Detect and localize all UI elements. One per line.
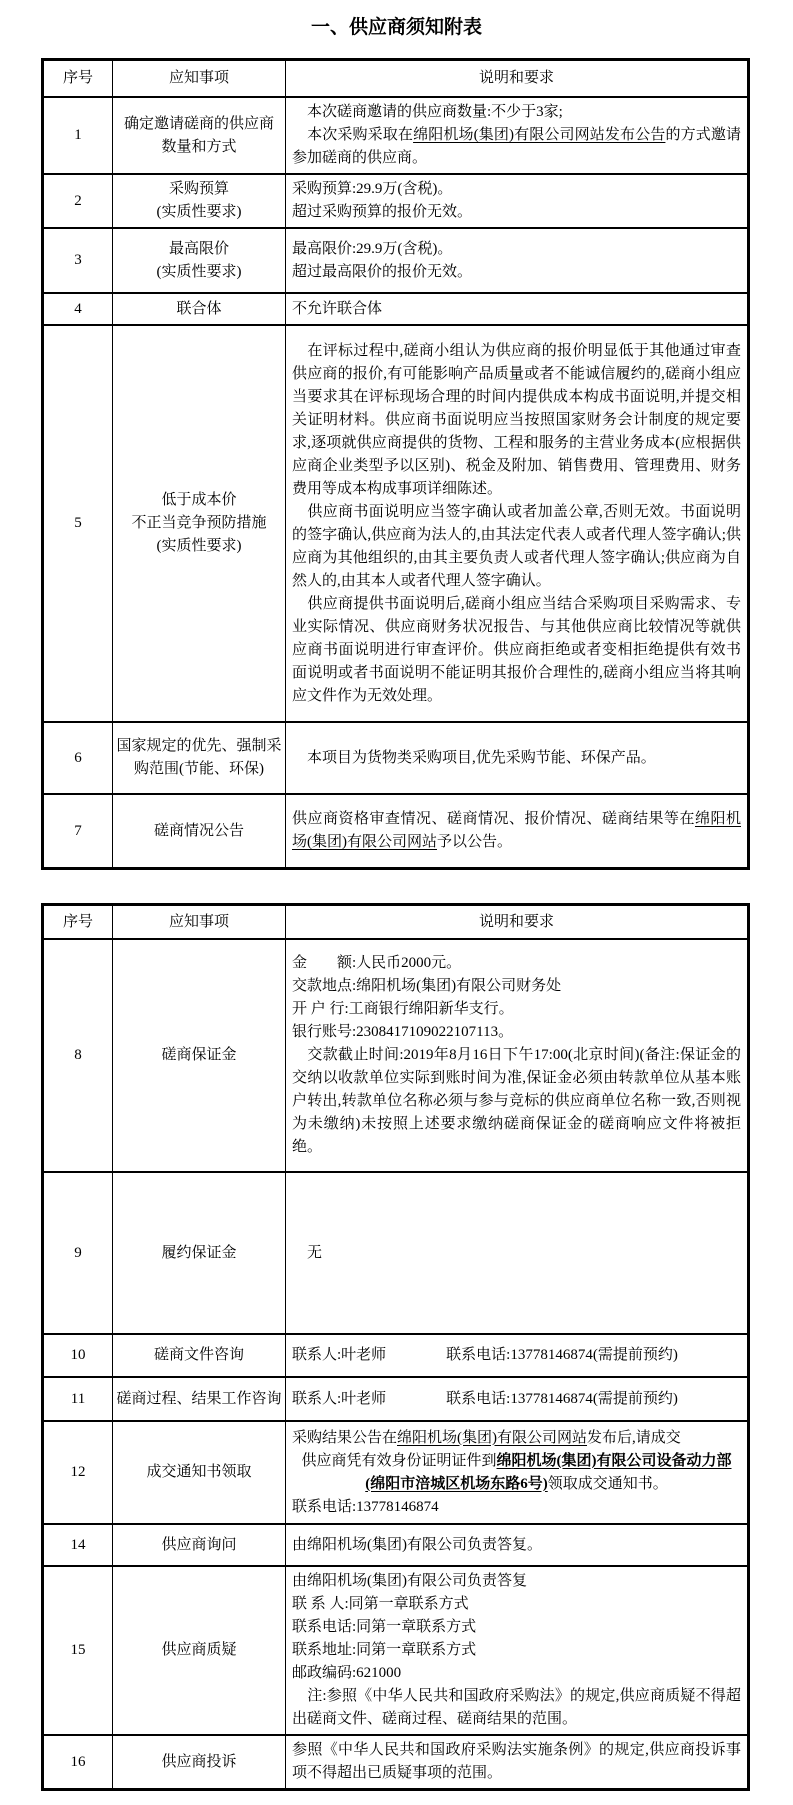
description-paragraph [292,1685,741,1731]
serial-number-cell: 9 [74,1244,82,1261]
description-cell [285,1567,747,1734]
text-segment: 发布后,请成交 [587,1429,681,1446]
serial-number-cell: 1 [74,127,82,143]
supplier-notice-table-2 [41,903,750,1791]
text-segment: 采购预算:29.9万(含税)。 [292,181,453,197]
text-segment: 交款地点:绵阳机场(集团)有限公司财务处 [292,978,562,994]
description-paragraph [292,340,741,501]
item-name-cell [112,795,285,867]
serial-number-cell: 2 [74,192,82,209]
text-segment: 本次磋商邀请的供应商数量:不少于3家; [292,104,563,120]
text-segment: 的方式邀请参加磋商的供应商。 [292,127,741,166]
item-name-cell [112,1567,285,1734]
serial-number-cell: 10 [70,1347,86,1363]
text-segment: 供应商书面说明应当签字确认或者加盖公章,否则无效。书面说明的签字确认,供应商为法人的,由其法定代表人或者代理人签字确认;供应商为其他组织的,由其主要负责人或者代理人签字确认;供应商为自然人的,由其本人或者代理人签字确认。 [292,503,741,589]
description-paragraph [292,1639,741,1662]
table-row [44,324,747,721]
text-segment: 供应商提供书面说明后,磋商小组应当结合采购项目采购需求、专业实际情况、供应商财务状况报告、与其他供应商比较情况等就供应商书面说明进行审查评价。供应商拒绝或者变相拒绝提供有效书面说明或者书面说明不能证明其报价合理性的,磋商小组应当将其响应文件作为无效处理。 [292,595,741,704]
text-segment: 予以公告。 [437,834,513,850]
text-segment: 超过最高限价的报价无效。 [292,263,473,280]
description-cell [285,1378,747,1420]
item-name: 供应商询问 [161,1536,237,1553]
description-paragraph [292,1534,741,1557]
description-cell [285,294,747,324]
item-name-cell [112,175,285,227]
description-paragraph [292,747,741,770]
text-segment: 开 户 行:工商银行绵阳新华支行。 [292,1001,514,1017]
description-paragraph [292,998,741,1021]
item-name: 磋商情况公告 [153,822,244,839]
serial-number-cell: 11 [70,1390,86,1407]
description-paragraph [292,1388,741,1411]
serial-number-cell: 14 [70,1536,86,1553]
item-name-cell [112,723,285,793]
table-row [44,1333,747,1376]
column-header [44,906,112,938]
table-header-row [44,906,747,938]
supplier-notice-table-1 [41,58,750,870]
description-paragraph [292,952,741,975]
serial-number-cell: 7 [74,822,82,839]
table-row [44,227,747,292]
item-name-cell [112,326,285,721]
emphasized-text: 绵阳机场(集团)有限公司设备动力部(绵阳市涪城区机场东路6号) [365,1452,732,1492]
item-name-cell [112,98,285,173]
description-cell [285,229,747,292]
description-paragraph [292,1021,741,1044]
serial-number-cell: 15 [70,1642,86,1658]
item-name: 磋商保证金 [161,1047,237,1063]
emphasized-text: 绵阳机场(集团)有限公司网站 [397,1429,588,1446]
item-name-cell [112,940,285,1171]
item-name: 供应商投诉 [161,1753,237,1770]
serial-number-cell: 5 [74,515,82,531]
column-header: 说明和要求 [285,61,747,96]
column-header-label: 应知事项 [168,70,229,86]
item-name-cell [112,1173,285,1333]
text-segment: 交款截止时间:2019年8月16日下午17:00(北京时间)(备注:保证金的交纳以收款单位实际到账时间为准,保证金必须由转款单位从基本账户转出,转款单位名称必须与参与竞标的供应商单位名称一致,否则视为未缴纳)未按照上述要求缴纳磋商保证金的磋商响应文件将被拒绝。 [292,1047,741,1155]
description-paragraph [292,593,741,708]
text-segment: 联系地址:同第一章联系方式 [292,1642,477,1658]
column-header: 说明和要求 [285,906,747,938]
text-segment: 供应商凭有效身份证明证件到 [301,1452,497,1469]
description-paragraph [292,1044,741,1159]
description-cell [285,1335,747,1376]
description-paragraph [292,201,741,224]
text-segment: 注:参照《中华人民共和国政府采购法》的规定,供应商质疑不得超出磋商文件、磋商过程、磋商结果的范围。 [292,1688,741,1727]
table-row [44,173,747,227]
text-segment: 金 额:人民币2000元。 [292,955,462,971]
description-paragraph [292,238,741,261]
item-name: 履约保证金 [161,1244,237,1261]
description-paragraph [292,1496,741,1519]
serial-number-cell: 6 [74,749,82,766]
text-segment: 银行账号:2308417109022107113。 [292,1024,514,1040]
table-row [44,793,747,867]
serial-number-cell: 4 [74,300,82,317]
text-segment: 供应商资格审查情况、磋商情况、报价情况、磋商结果等在 [292,811,695,827]
item-name-cell [112,1736,285,1788]
serial-number-cell: 3 [74,252,82,268]
description-paragraph [292,501,741,593]
text-segment: 在评标过程中,磋商小组认为供应商的报价明显低于其他通过审查供应商的报价,有可能影响产品质量或者不能诚信履约的,磋商小组应当要求其在评标现场合理的时间内提供成本构成书面说明,并提交相关证明材料。供应商书面说明应当按照国家财务会计制度的规定要求,逐项就供应商提供的货物、工程和服务的主营业务成本(应根据供应商企业类型予以区别)、税金及附加、销售费用、管理费用、财务费用等成本构成事项详细陈述。 [292,342,741,497]
text-segment: 领取成交通知书。 [547,1475,668,1492]
item-name-cell [112,1525,285,1565]
serial-number-cell: 12 [70,1464,86,1480]
item-name: 磋商过程、结果工作咨询 [116,1390,282,1407]
description-cell [285,723,747,793]
description-paragraph [292,1616,741,1639]
item-name: 确定邀请磋商的供应商 数量和方式 [123,115,274,155]
description-paragraph [292,1570,741,1593]
column-header-label: 序号 [62,70,93,86]
table-row [44,1565,747,1734]
description-cell [285,1173,747,1333]
text-segment: 采购结果公告在 [292,1429,398,1446]
text-segment: 联系电话:13778146874 [292,1498,439,1515]
item-name-cell [112,1422,285,1523]
column-header-label: 应知事项 [168,913,229,930]
description-cell [285,795,747,867]
column-header-label: 序号 [62,913,93,930]
item-name: 采购预算 (实质性要求) [156,181,242,220]
table-row [44,292,747,324]
description-cell [285,98,747,173]
text-segment: 无 [292,1244,323,1261]
text-segment: 最高限价:29.9万(含税)。 [292,240,453,257]
item-name-cell [112,1335,285,1376]
text-segment: 联系人:叶老师 联系电话:13778146874(需提前预约) [292,1390,678,1407]
item-name: 最高限价 (实质性要求) [156,240,242,280]
table-row [44,96,747,173]
table-row [44,1734,747,1788]
description-paragraph [292,261,741,284]
text-segment: 由绵阳机场(集团)有限公司负责答复 [292,1573,527,1589]
text-segment: 参照《中华人民共和国政府采购法实施条例》的规定,供应商投诉事项不得超出已质疑事项的范围。 [292,1742,741,1781]
text-segment: 本次采购采取在 [292,127,414,143]
description-paragraph [292,1242,741,1265]
item-name-cell [112,294,285,324]
emphasized-text: 绵阳机场(集团)有限公司网站发布公告 [413,127,666,143]
item-name-cell [112,229,285,292]
item-name-cell [112,1378,285,1420]
table-row [44,1171,747,1333]
description-paragraph [292,1739,741,1785]
description-cell [285,940,747,1171]
text-segment: 邮政编码:621000 [292,1665,402,1681]
table-row [44,1420,747,1523]
table-row [44,1523,747,1565]
item-name: 国家规定的优先、强制采 购范围(节能、环保) [116,738,282,777]
page-title: 一、供应商须知附表 [310,17,482,38]
emphasized-text: 绵阳机场(集团)有限公司网站 [292,811,741,850]
column-header [44,61,112,96]
item-name: 成交通知书领取 [146,1464,252,1480]
column-header [112,906,285,938]
description-cell [285,326,747,721]
description-paragraph [292,1662,741,1685]
item-name: 供应商质疑 [161,1642,237,1658]
text-segment: 不允许联合体 [292,300,383,317]
description-cell [285,1525,747,1565]
description-paragraph [292,298,741,321]
description-cell [285,175,747,227]
description-paragraph [292,101,741,124]
item-name: 低于成本价 不正当竞争预防措施 (实质性要求) [131,492,267,554]
description-paragraph [292,178,741,201]
text-segment: 联系人:叶老师 联系电话:13778146874(需提前预约) [292,1347,678,1363]
text-segment: 联系电话:同第一章联系方式 [292,1619,477,1635]
text-segment: 超过采购预算的报价无效。 [292,204,473,220]
description-paragraph [292,1427,741,1450]
column-header [112,61,285,96]
table-row [44,938,747,1171]
description-paragraph [292,1450,741,1496]
text-segment: 由绵阳机场(集团)有限公司负责答复。 [292,1536,542,1553]
description-paragraph [292,975,741,998]
serial-number-cell: 16 [70,1753,86,1770]
description-cell [285,1422,747,1523]
description-paragraph [292,808,741,854]
description-paragraph [292,1593,741,1616]
description-paragraph [292,124,741,170]
description-paragraph [292,1344,741,1367]
table-row [44,1376,747,1420]
text-segment: 联 系 人:同第一章联系方式 [292,1596,469,1612]
item-name: 磋商文件咨询 [153,1347,244,1363]
text-segment: 本项目为货物类采购项目,优先采购节能、环保产品。 [292,749,656,766]
item-name: 联合体 [176,300,222,317]
description-cell [285,1736,747,1788]
table-header-row [44,61,747,96]
serial-number-cell: 8 [74,1047,82,1063]
table-row [44,721,747,793]
